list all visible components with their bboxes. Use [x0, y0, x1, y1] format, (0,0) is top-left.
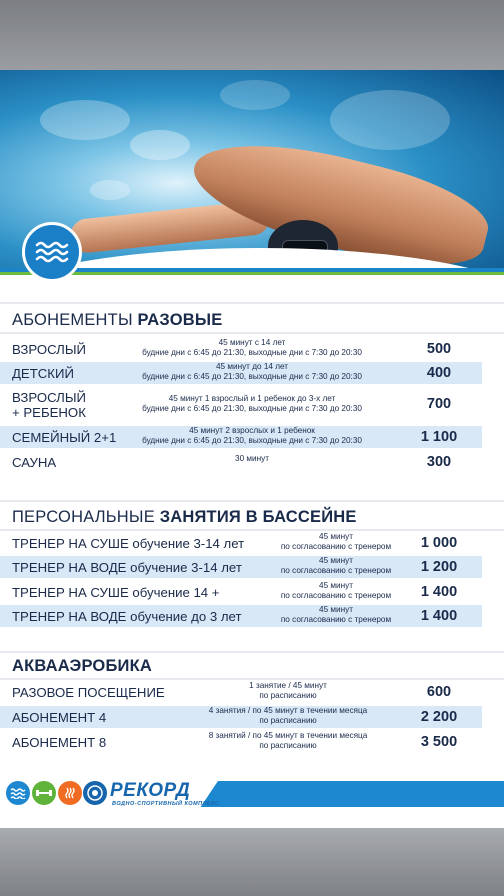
- background-top: [0, 0, 504, 70]
- row-price: 1 200: [420, 559, 458, 575]
- background-bottom: [0, 828, 504, 896]
- row-name: ТРЕНЕР НА СУШЕ обучение 3-14 лет: [12, 536, 245, 551]
- price-row: РАЗОВОЕ ПОСЕЩЕНИЕ 1 занятие / 45 минут по расписанию 600: [0, 681, 482, 703]
- section-title-aqua: АКВААЭРОБИКА: [12, 657, 152, 675]
- swim-icon: [6, 781, 30, 805]
- row-name: ВЗРОСЛЫЙ: [12, 342, 86, 357]
- row-name: АБОНЕМЕНТ 4: [12, 710, 107, 725]
- row-name: АБОНЕМЕНТ 8: [12, 735, 107, 750]
- record-logo-icon: [83, 781, 107, 805]
- price-poster: [0, 70, 504, 828]
- row-name: + РЕБЕНОК: [12, 405, 86, 420]
- row-price: 600: [426, 684, 452, 700]
- row-name: ТРЕНЕР НА СУШЕ обучение 14 +: [12, 585, 220, 600]
- price-row: ТРЕНЕР НА ВОДЕ обучение 3-14 лет 45 минут по согласованию с тренером 1 200: [0, 556, 482, 578]
- row-name: ТРЕНЕР НА ВОДЕ обучение до 3 лет: [12, 609, 242, 624]
- price-row: ДЕТСКИЙ 45 минут до 14 лет будние дни с 6:45 до 21:30, выходные дни с 7:30 до 20:30 400: [0, 362, 482, 384]
- brand-logo-text: РЕКОРД: [110, 780, 191, 801]
- row-name: РАЗОВОЕ ПОСЕЩЕНИЕ: [12, 685, 165, 700]
- row-price: 500: [426, 341, 452, 357]
- dumbbell-icon: [32, 781, 56, 805]
- row-name: ВЗРОСЛЫЙ: [12, 390, 86, 405]
- price-row: ТРЕНЕР НА СУШЕ обучение 3-14 лет 45 минут по согласованию с тренером 1 000: [0, 532, 482, 554]
- row-name: САУНА: [12, 455, 57, 470]
- row-price: 1 000: [420, 535, 458, 551]
- row-price: 2 200: [420, 709, 458, 725]
- row-price: 400: [426, 365, 452, 381]
- row-price: 3 500: [420, 734, 458, 750]
- stripe-green: [0, 272, 504, 275]
- price-row: ТРЕНЕР НА СУШЕ обучение 14 + 45 минут по согласованию с тренером 1 400: [0, 581, 482, 603]
- price-row: АБОНЕМЕНТ 8 8 занятий / по 45 минут в течении месяца по расписанию 3 500: [0, 731, 482, 753]
- section-title-personal: ПЕРСОНАЛЬНЫЕ ЗАНЯТИЯ В БАССЕЙНЕ: [12, 508, 357, 526]
- price-row: САУНА 30 минут 300: [0, 451, 482, 473]
- row-price: 1 400: [420, 608, 458, 624]
- price-row: ВЗРОСЛЫЙ + РЕБЕНОК 45 минут 1 взрослый и 1 ребенок до 3-х лет будние дни с 6:45 до 21:30, выходные дни с 7:30 до 20:30 700: [0, 386, 482, 422]
- price-row: ТРЕНЕР НА ВОДЕ обучение до 3 лет 45 минут по согласованию с тренером 1 400: [0, 605, 482, 627]
- brand-subtitle: ВОДНО-СПОРТИВНЫЙ КОМПЛЕКС: [112, 801, 220, 807]
- price-row: АБОНЕМЕНТ 4 4 занятия / по 45 минут в течении месяца по расписанию 2 200: [0, 706, 482, 728]
- section-title-single: АБОНЕМЕНТЫ РАЗОВЫЕ: [12, 311, 223, 329]
- row-name: ДЕТСКИЙ: [12, 366, 74, 381]
- price-row: СЕМЕЙНЫЙ 2+1 45 минут 2 взрослых и 1 ребенок будние дни с 6:45 до 21:30, выходные дни с 7:30 до 20:30 1 100: [0, 426, 482, 448]
- row-price: 700: [426, 396, 452, 412]
- sauna-icon: [58, 781, 82, 805]
- wave-icon: [22, 222, 82, 282]
- price-row: ВЗРОСЛЫЙ 45 минут с 14 лет будние дни с 6:45 до 21:30, выходные дни с 7:30 до 20:30 500: [0, 338, 482, 360]
- row-price: 1 100: [420, 429, 458, 445]
- row-price: 1 400: [420, 584, 458, 600]
- row-name: СЕМЕЙНЫЙ 2+1: [12, 430, 117, 445]
- row-name: ТРЕНЕР НА ВОДЕ обучение 3-14 лет: [12, 560, 242, 575]
- row-price: 300: [426, 454, 452, 470]
